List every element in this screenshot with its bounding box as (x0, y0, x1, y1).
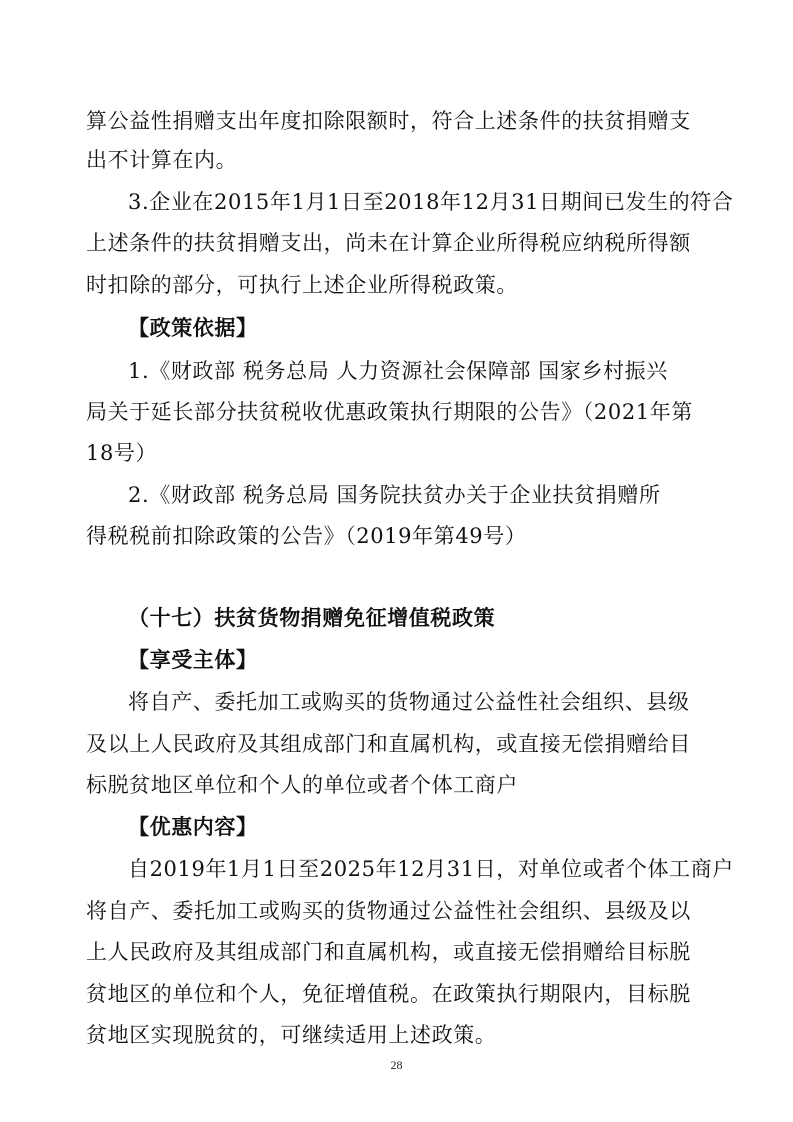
section-heading-policy-basis: 【政策依据】 (128, 316, 258, 340)
paragraph-line: 上人民政府及其组成部门和直属机构，或直接无偿捐赠给目标脱 (86, 940, 691, 964)
paragraph-line: 出不计算在内。 (86, 148, 238, 172)
section-heading-preferential-content: 【优惠内容】 (128, 815, 258, 839)
paragraph-line: 贫地区实现脱贫的，可继续适用上述政策。 (86, 1023, 497, 1047)
paragraph-line: 1.《财政部 税务总局 人力资源社会保障部 国家乡村振兴 (128, 359, 668, 383)
paragraph-line: 时扣除的部分，可执行上述企业所得税政策。 (86, 273, 518, 297)
section-heading-eligible-entity: 【享受主体】 (128, 648, 258, 672)
paragraph-line: 3.企业在2015年1月1日至2018年12月31日期间已发生的符合 (128, 190, 734, 214)
page-number: 28 (390, 1058, 403, 1072)
paragraph-line: 2.《财政部 税务总局 国务院扶贫办关于企业扶贫捐赠所 (128, 483, 661, 507)
paragraph-line: 局关于延长部分扶贫税收优惠政策执行期限的公告》（2021年第 (86, 400, 693, 424)
paragraph-line: 及以上人民政府及其组成部门和直属机构，或直接无偿捐赠给目 (86, 732, 691, 756)
paragraph-line: 算公益性捐赠支出年度扣除限额时，符合上述条件的扶贫捐赠支 (86, 109, 691, 133)
paragraph-line: 得税税前扣除政策的公告》（2019年第49号） (86, 524, 527, 548)
paragraph-line: 上述条件的扶贫捐赠支出，尚未在计算企业所得税应纳税所得额 (86, 231, 691, 255)
paragraph-line: 自2019年1月1日至2025年12月31日，对单位或者个体工商户 (128, 857, 734, 881)
paragraph-line: 贫地区的单位和个人，免征增值税。在政策执行期限内，目标脱 (86, 982, 691, 1006)
paragraph-line: 标脱贫地区单位和个人的单位或者个体工商户 (86, 773, 518, 797)
paragraph-line: 18号） (86, 441, 158, 465)
paragraph-line: 将自产、委托加工或购买的货物通过公益性社会组织、县级 (128, 690, 690, 714)
paragraph-line: 将自产、委托加工或购买的货物通过公益性社会组织、县级及以 (86, 899, 691, 923)
subsection-title: （十七）扶贫货物捐赠免征增值税政策 (128, 606, 496, 630)
